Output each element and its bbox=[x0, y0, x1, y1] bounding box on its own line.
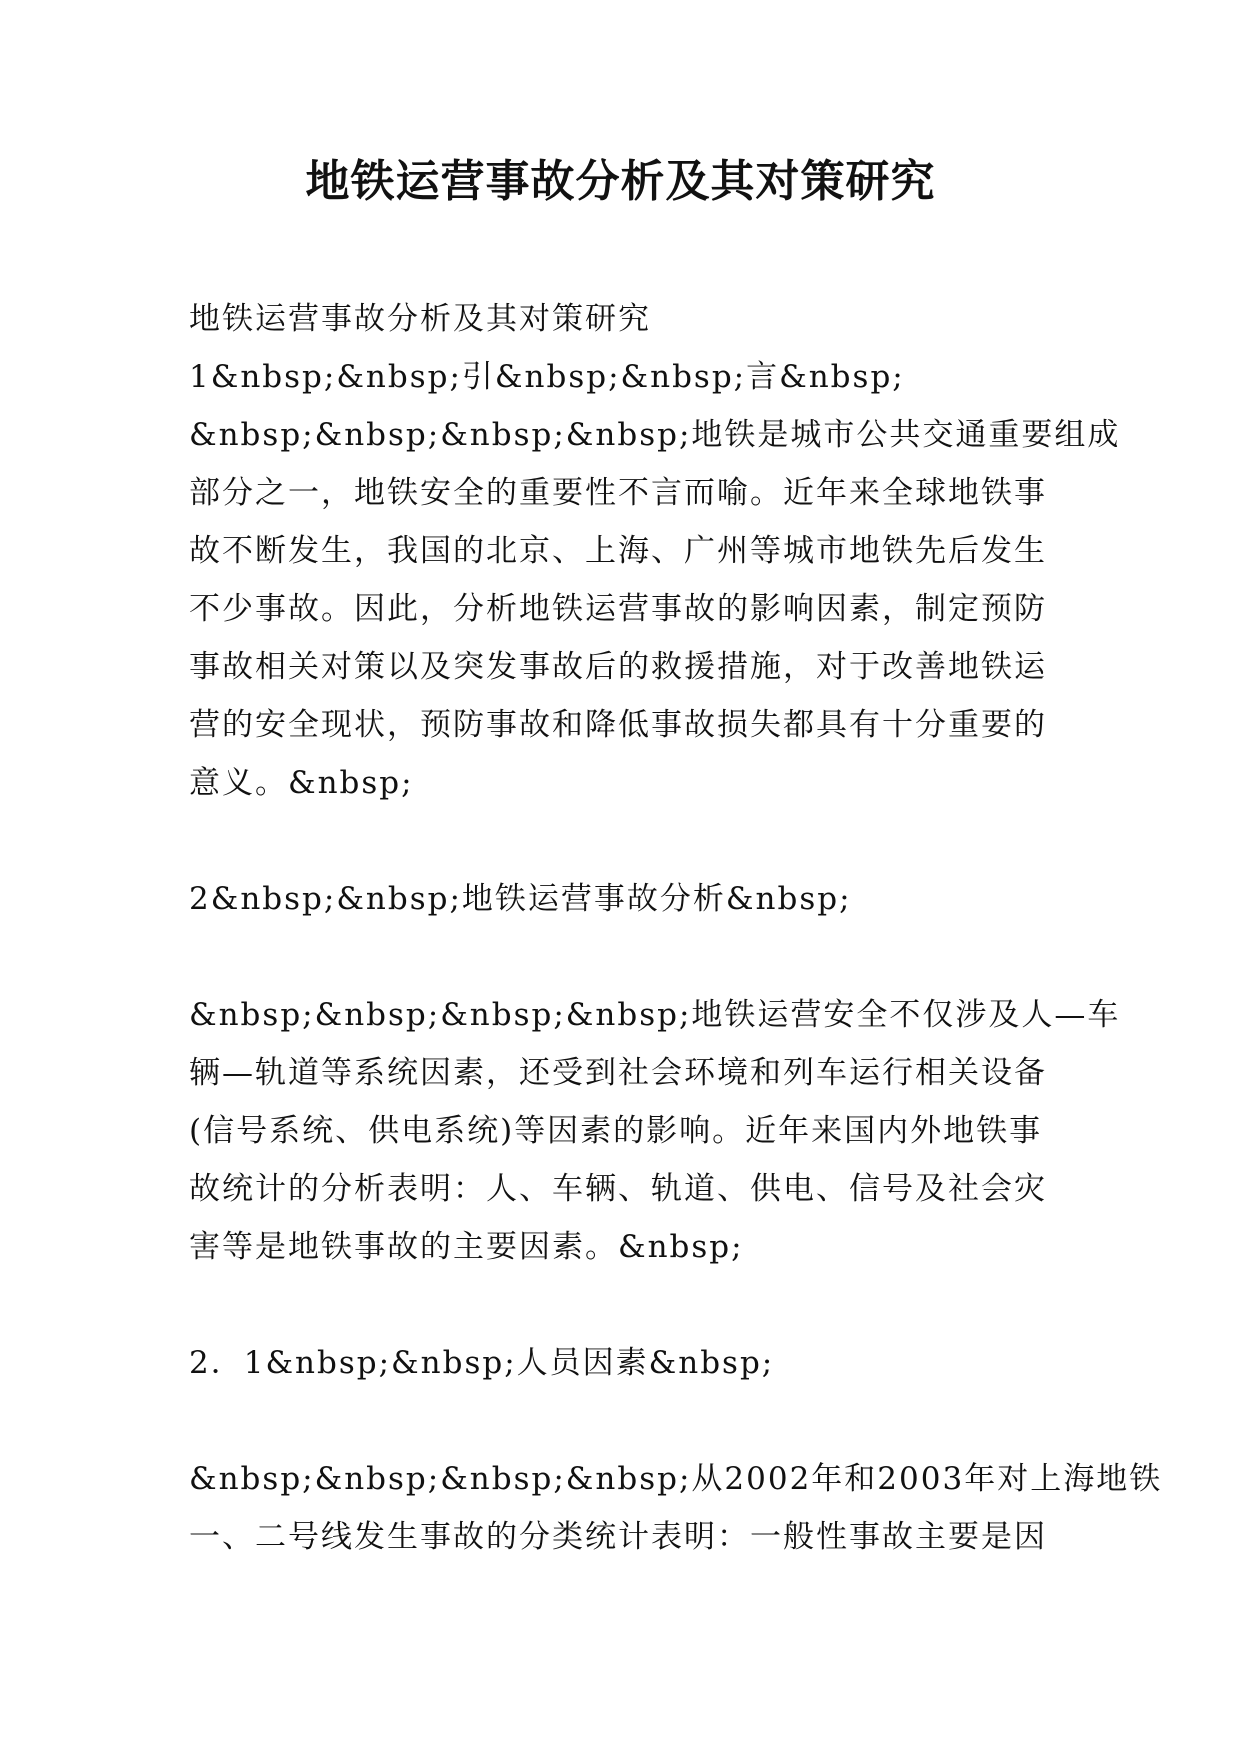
paragraph-line: 辆—轨道等系统因素，还受到社会环境和列车运行相关设备 bbox=[189, 1055, 1047, 1091]
paragraph-line: 事故相关对策以及突发事故后的救援措施，对于改善地铁运 bbox=[189, 649, 1047, 685]
paragraph-line: 不少事故。因此，分析地铁运营事故的影响因素，制定预防 bbox=[189, 591, 1047, 627]
paragraph-gap bbox=[189, 1392, 1059, 1450]
paragraph-line: &nbsp;&nbsp;&nbsp;&nbsp;地铁运营安全不仅涉及人—车 bbox=[189, 997, 1121, 1033]
section-heading-introduction: 1&nbsp;&nbsp;引&nbsp;&nbsp;言&nbsp; bbox=[189, 359, 905, 395]
section-heading-accident-analysis: 2&nbsp;&nbsp;地铁运营事故分析&nbsp; bbox=[189, 881, 852, 917]
paragraph-line: 故统计的分析表明：人、车辆、轨道、供电、信号及社会灾 bbox=[189, 1171, 1047, 1207]
paragraph-gap bbox=[189, 1276, 1059, 1334]
paragraph-line: 害等是地铁事故的主要因素。&nbsp; bbox=[189, 1229, 744, 1265]
paragraph-line: 意义。&nbsp; bbox=[189, 765, 414, 801]
subsection-heading-personnel-factors: 2．1&nbsp;&nbsp;人员因素&nbsp; bbox=[189, 1345, 775, 1381]
paragraph-line: 营的安全现状，预防事故和降低事故损失都具有十分重要的 bbox=[189, 707, 1047, 743]
document-body bbox=[189, 290, 1163, 1566]
paragraph-line: 一、二号线发生事故的分类统计表明：一般性事故主要是因 bbox=[189, 1519, 1047, 1555]
subtitle-line: 地铁运营事故分析及其对策研究 bbox=[189, 301, 651, 337]
paragraph-line: (信号系统、供电系统)等因素的影响。近年来国内外地铁事 bbox=[189, 1113, 1043, 1149]
paragraph-line: 部分之一，地铁安全的重要性不言而喻。近年来全球地铁事 bbox=[189, 475, 1047, 511]
paragraph-gap bbox=[189, 812, 1059, 870]
paragraph-line: &nbsp;&nbsp;&nbsp;&nbsp;从2002年和2003年对上海地铁 bbox=[189, 1461, 1163, 1497]
paragraph-gap bbox=[189, 928, 1059, 986]
paragraph-line: &nbsp;&nbsp;&nbsp;&nbsp;地铁是城市公共交通重要组成 bbox=[189, 417, 1121, 453]
paragraph-line: 故不断发生，我国的北京、上海、广州等城市地铁先后发生 bbox=[189, 533, 1047, 569]
document-title: 地铁运营事故分析及其对策研究 bbox=[305, 156, 936, 207]
